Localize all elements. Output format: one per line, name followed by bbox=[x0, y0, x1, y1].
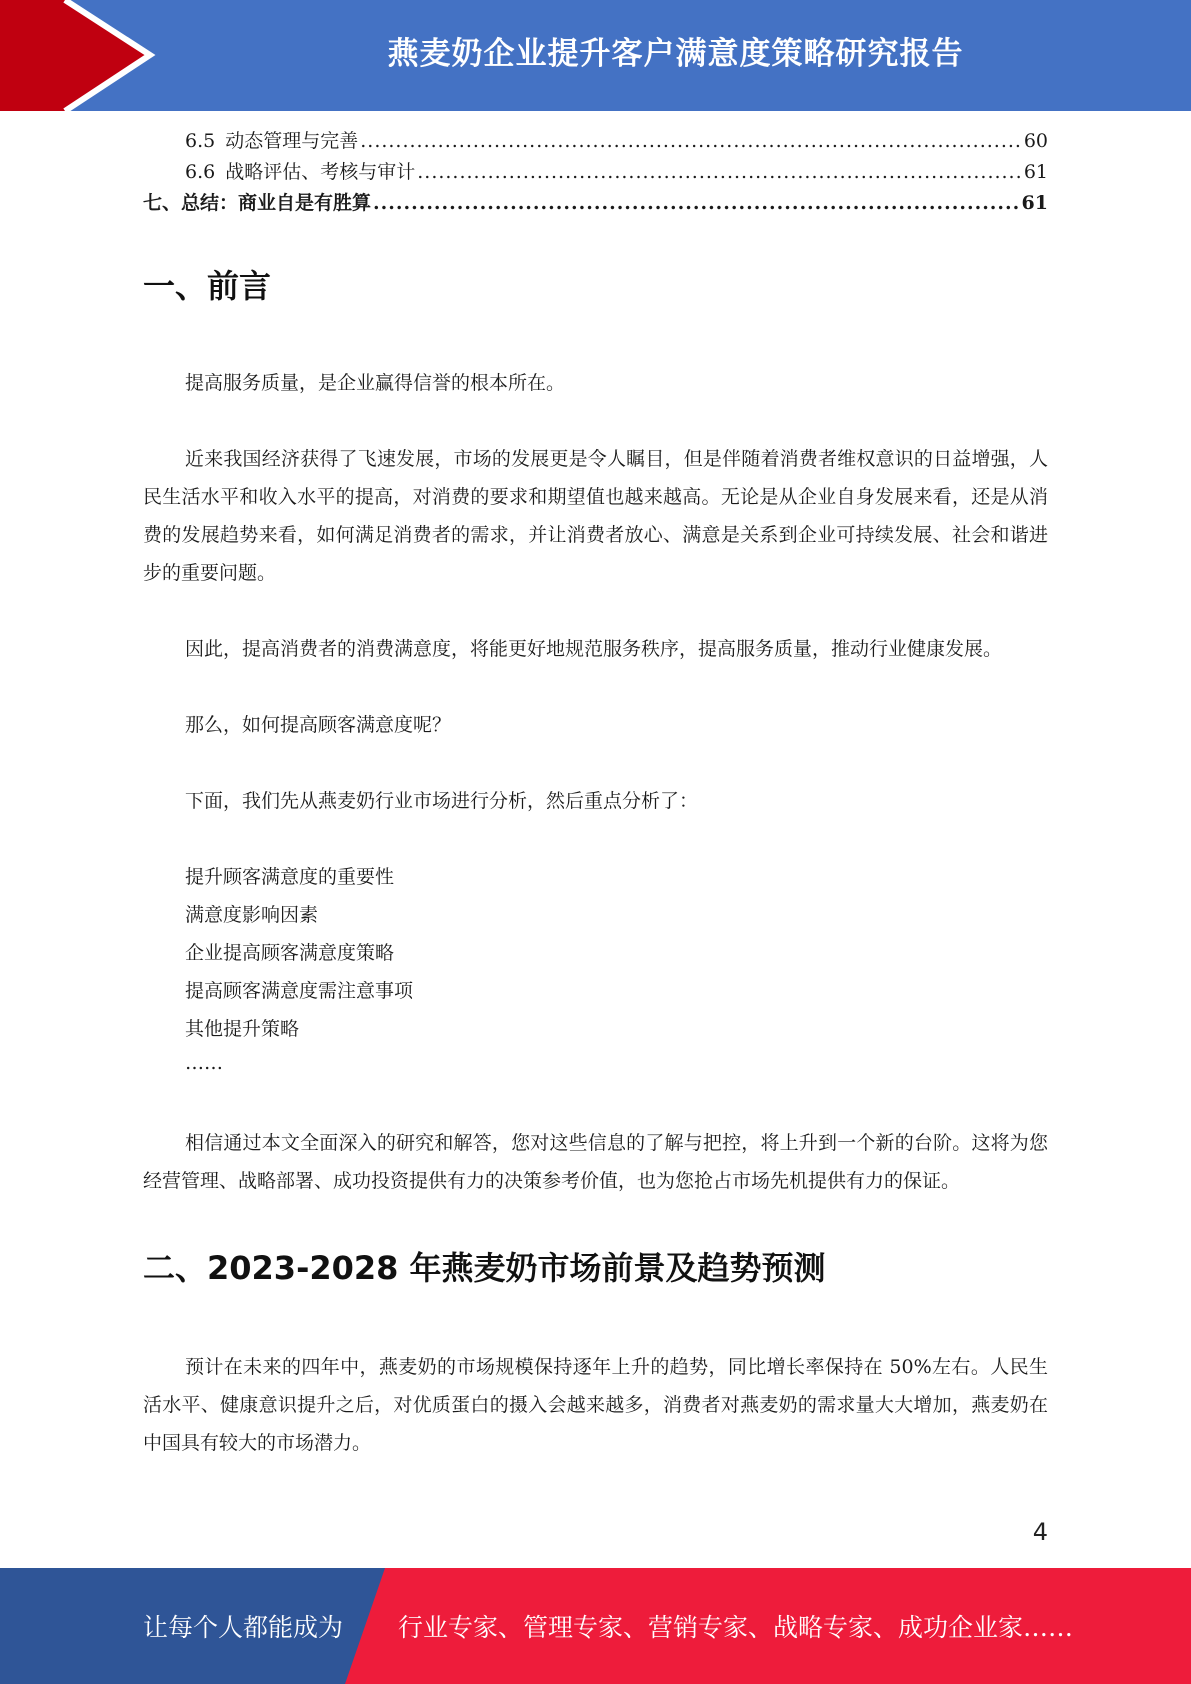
toc-leader-dots bbox=[373, 192, 1020, 214]
section-heading-forecast: 二、2023-2028 年燕麦奶市场前景及趋势预测 bbox=[143, 1249, 826, 1287]
toc-entry[interactable] bbox=[143, 157, 1048, 188]
list-item: …… bbox=[185, 1052, 223, 1074]
list-item: 提升顾客满意度的重要性 bbox=[185, 866, 395, 888]
list-item: 其他提升策略 bbox=[185, 1018, 300, 1040]
header-banner bbox=[0, 0, 1191, 111]
toc-leader-dots bbox=[360, 130, 1022, 152]
toc-entry-label: 七、总结：商业自是有胜算 bbox=[143, 192, 372, 214]
toc-entry[interactable] bbox=[143, 188, 1048, 219]
paragraph: 下面，我们先从燕麦奶行业市场进行分析，然后重点分析了： bbox=[185, 790, 699, 812]
toc-entry-label: 动态管理与完善 bbox=[225, 130, 359, 152]
paragraph: 相信通过本文全面深入的研究和解答，您对这些信息的了解与把控，将上升到一个新的台阶。这将为您经营管理、战略部署、成功投资提供有力的决策参考价值，也为您抢占市场先机提供有力的保证。 bbox=[143, 1132, 1048, 1192]
analysis-topics-list bbox=[143, 858, 1048, 1078]
page-number: 4 bbox=[1032, 1518, 1048, 1546]
footer-slogan-right: 行业专家、管理专家、营销专家、战略专家、成功企业家…… bbox=[398, 1613, 1074, 1642]
footer-banner bbox=[0, 1568, 1191, 1684]
main-content bbox=[143, 258, 1048, 1462]
footer-slogan-left: 让每个人都能成为 bbox=[143, 1613, 344, 1642]
paragraph: 预计在未来的四年中，燕麦奶的市场规模保持逐年上升的趋势，同比增长率保持在 50%左右。人民生活水平、健康意识提升之后，对优质蛋白的摄入会越来越多，消费者对燕麦奶的需求量大大增加，燕麦奶在中国具有较大的市场潜力。 bbox=[143, 1356, 1048, 1454]
toc-entry-page: 61 bbox=[1023, 161, 1048, 183]
toc-entry-number: 6.6 bbox=[185, 161, 216, 183]
table-of-contents bbox=[143, 126, 1048, 219]
toc-entry-page: 60 bbox=[1023, 130, 1048, 152]
section-heading-preface: 一、前言 bbox=[143, 267, 272, 305]
toc-entry-page: 61 bbox=[1021, 192, 1048, 214]
toc-entry-label: 战略评估、考核与审计 bbox=[225, 161, 416, 183]
toc-entry[interactable] bbox=[143, 126, 1048, 157]
paragraph: 因此，提高消费者的消费满意度，将能更好地规范服务秩序，提高服务质量，推动行业健康发展。 bbox=[185, 638, 1003, 660]
list-item: 提高顾客满意度需注意事项 bbox=[185, 980, 414, 1002]
list-item: 满意度影响因素 bbox=[185, 904, 319, 926]
list-item: 企业提高顾客满意度策略 bbox=[185, 942, 395, 964]
paragraph: 那么，如何提高顾客满意度呢？ bbox=[185, 714, 452, 736]
report-title: 燕麦奶企业提升客户满意度策略研究报告 bbox=[387, 36, 964, 72]
paragraph: 提高服务质量，是企业赢得信誉的根本所在。 bbox=[185, 372, 566, 394]
paragraph: 近来我国经济获得了飞速发展，市场的发展更是令人瞩目，但是伴随着消费者维权意识的日益增强，人民生活水平和收入水平的提高，对消费的要求和期望值也越来越高。无论是从企业自身发展来看，还是从消费的发展趋势来看，如何满足消费者的需求，并让消费者放心、满意是关系到企业可持续发展、社会和谐进步的重要问题。 bbox=[143, 448, 1048, 584]
toc-entry-number: 6.5 bbox=[185, 130, 216, 152]
toc-leader-dots bbox=[417, 161, 1022, 183]
